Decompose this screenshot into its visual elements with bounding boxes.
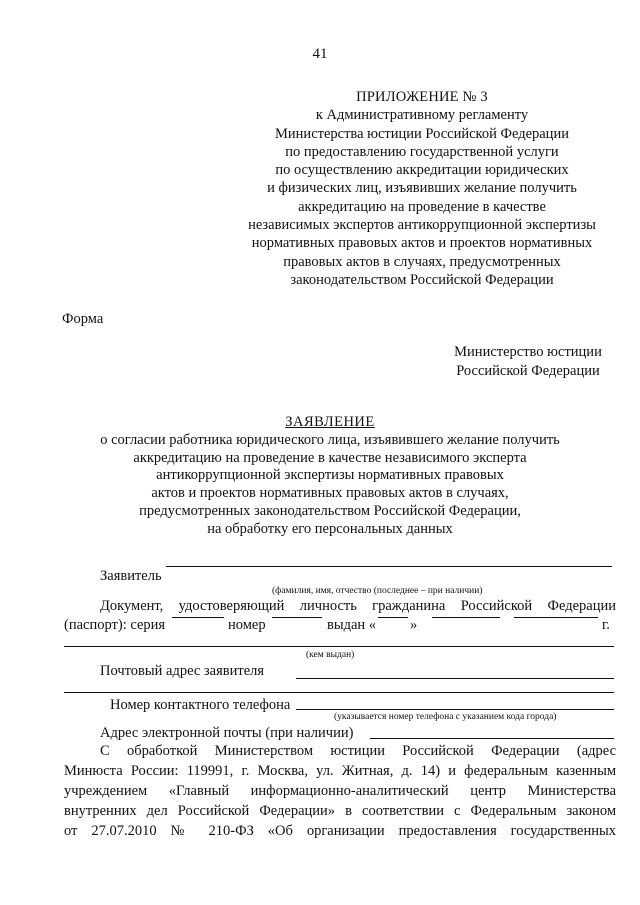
annex-line: правовых актов в случаях, предусмотренных xyxy=(283,253,561,270)
consent-line: внутренних дел Российской Федерации» в соответствии с Федеральным законом xyxy=(64,803,617,819)
consent-line: от 27.07.2010 № 210-ФЗ «Об организации предоставления государственных xyxy=(64,823,616,839)
annex-line: к Административному регламенту xyxy=(315,107,529,124)
statement-line: о согласии работника юридического лица, изъявившего желание получить xyxy=(100,431,560,448)
year-suffix: г. xyxy=(602,617,610,633)
postal-address-label: Почтовый адрес заявителя xyxy=(100,663,265,679)
statement-line: предусмотренных законодательством Российской Федерации, xyxy=(139,502,521,519)
statement-title: ЗАЯВЛЕНИЕ xyxy=(285,414,375,430)
annex-line: независимых экспертов антикоррупционной экспертизы xyxy=(248,217,596,234)
email-field[interactable] xyxy=(370,738,614,739)
phone-field[interactable] xyxy=(296,709,614,710)
passport-number-label: номер xyxy=(228,617,266,633)
issued-month-field[interactable] xyxy=(432,617,500,618)
addressee-line: Министерство юстиции xyxy=(454,344,602,360)
consent-line: Минюста России: 119991, г. Москва, ул. Житная, д. 14) и федеральным казенным xyxy=(64,763,617,779)
annex-line: нормативных правовых актов и проектов нормативных xyxy=(251,235,593,252)
issued-by-field[interactable] xyxy=(64,646,614,647)
statement-line: аккредитацию на проведение в качестве независимого эксперта xyxy=(133,449,527,466)
consent-line: С обработкой Министерством юстиции Российской Федерации (адрес xyxy=(100,743,616,759)
annex-line: аккредитацию на проведение в качестве xyxy=(298,198,546,215)
form-label: Форма xyxy=(62,311,104,327)
annex-title: ПРИЛОЖЕНИЕ № 3 xyxy=(356,89,488,105)
document-line: Документ, удостоверяющий личность гражданина Российской Федерации xyxy=(100,598,616,614)
passport-series-field[interactable] xyxy=(172,617,224,618)
statement-line: актов и проектов нормативных правовых актов в случаях, xyxy=(151,485,509,502)
issued-quote-close: » xyxy=(410,617,418,633)
annex-line: Министерства юстиции Российской Федерации xyxy=(275,125,569,142)
applicant-name-field[interactable] xyxy=(166,566,612,567)
passport-number-field[interactable] xyxy=(272,617,322,618)
annex-line: и физических лиц, изъявивших желание получить xyxy=(267,180,577,197)
postal-address-field-2[interactable] xyxy=(64,692,614,693)
issued-by-caption: (кем выдан) xyxy=(306,650,355,660)
issued-label: выдан « xyxy=(327,617,377,633)
annex-line: законодательством Российской Федерации xyxy=(290,271,554,288)
addressee xyxy=(435,343,621,380)
annex-line: по осуществлению аккредитации юридических xyxy=(275,162,569,179)
phone-caption: (указывается номер телефона с указанием кода города) xyxy=(334,712,557,722)
consent-line: учреждением «Главный информационно-аналитический центр Министерства xyxy=(64,783,617,799)
addressee-line: Российской Федерации xyxy=(456,362,600,379)
applicant-caption: (фамилия, имя, отчество (последнее – при наличии) xyxy=(272,586,483,596)
page-number: 41 xyxy=(312,46,328,62)
annex-line: по предоставлению государственной услуги xyxy=(285,143,559,160)
statement-line: на обработку его персональных данных xyxy=(207,520,453,537)
statement-header xyxy=(60,414,600,539)
applicant-label: Заявитель xyxy=(100,568,162,584)
statement-line: антикоррупционной экспертизы нормативных правовых xyxy=(156,467,504,484)
postal-address-field[interactable] xyxy=(296,678,614,679)
annex-header xyxy=(222,88,622,289)
issued-year-field[interactable] xyxy=(514,617,598,618)
issued-day-field[interactable] xyxy=(378,617,408,618)
phone-label: Номер контактного телефона xyxy=(110,697,291,713)
email-label: Адрес электронной почты (при наличии) xyxy=(100,725,354,741)
passport-series-label: (паспорт): серия xyxy=(64,617,166,633)
